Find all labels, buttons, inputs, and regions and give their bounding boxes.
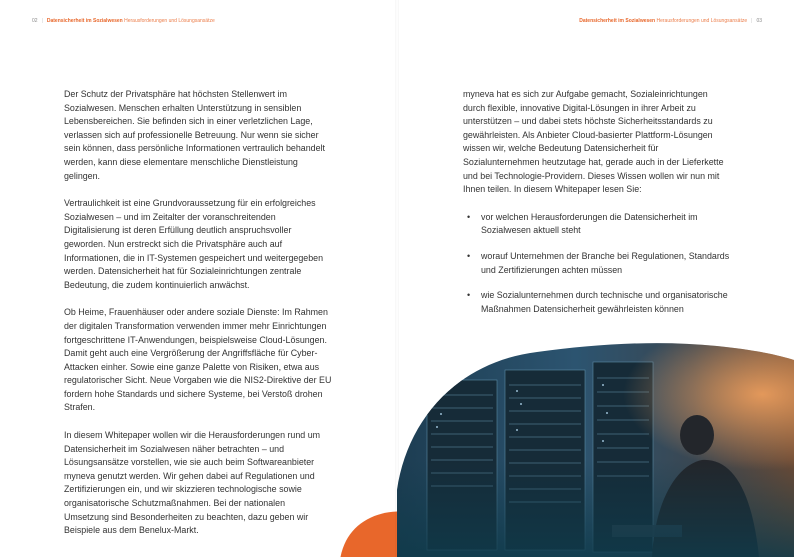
body-column-right — [463, 88, 731, 328]
header-subtitle: Herausforderungen und Lösungsansätze — [656, 18, 748, 24]
bullet-icon: • — [467, 290, 471, 301]
paragraph: In diesem Whitepaper wollen wir die Herausforderungen rund um Datensicherheit im Sozialwesen näher betrachten – und Lösungsansätze vorstellen, wie sie auch beim Softwareanbieter myneva genutzt werden. Wir gehen dabei auf Regulationen und Zertifizierungen ein, und wir skizzieren technologische sowie organisatorische Schutzmaßnahmen. Bei der nationalen Umsetzung sind Besonderheiten zu beachten, dazu geben wir Beispiele aus dem Benelux-Markt. — [64, 430, 321, 536]
paragraph: Ob Heime, Frauenhäuser oder andere soziale Dienste: Im Rahmen der digitalen Transformation verwenden immer mehr Einrichtungen fortgeschrittene IT-Anwendungen, beispielsweise Cloud-Lösungen. Damit geht auch eine Vergrößerung der Angriffsfläche für Cyber-Attacken einher. Sowie eine ganze Palette von Risiken, etwa aus regulatorischer Sicht. Neue Vorgaben wie die NIS2-Direktive der EU fordern hohe Standards und sichere Systeme, bei Verstoß drohen Strafen. — [64, 307, 332, 413]
paragraph: Vertraulichkeit ist eine Grundvoraussetzung für ein erfolgreiches Sozialwesen – und im Zeitalter der voranschreitenden Digitalisierung ist deren Erfüllung deutlich anspruchsvoller geworden. Nun erstreckt sich die Privatsphäre auch auf Informationen, die in IT-Systemen gespeichert und weitergegeben werden. Datensicherheit hat für Sozialeinrichtungen zentrale Bedeutung, die zudem kontinuierlich anwächst. — [64, 198, 324, 290]
page-number: 02 — [32, 18, 38, 24]
list-item: • worauf Unternehmen der Branche bei Regulationen, Standards und Zertifizierungen achten müssen — [467, 250, 730, 275]
bullet-list — [463, 211, 731, 317]
page-header-right: Datensicherheit im Sozialwesen Herausforderungen und Lösungsansätze | 03 — [579, 18, 762, 24]
header-brand: Datensicherheit im Sozialwesen — [579, 18, 656, 24]
server-room-photo — [397, 340, 794, 557]
bullet-icon: • — [467, 211, 471, 222]
list-item: • vor welchen Herausforderungen die Datensicherheit im Sozialwesen aktuell steht — [467, 211, 698, 236]
paragraph: Der Schutz der Privatsphäre hat höchsten Stellenwert im Sozialwesen. Menschen erhalten Unterstützung in sensiblen Lebensbereichen. Sie befinden sich in einer verletzlichen Lage, verlassen sich auf professionelle Betreuung. Nur wenn sie sicher sein können, dass persönliche Informationen vertraulich behandelt werden, kann diese elementare menschliche Dienstleistung gelingen. — [64, 89, 325, 181]
intro-paragraph: myneva hat es sich zur Aufgabe gemacht, Sozialeinrichtungen durch flexible, innovative Digital-Lösungen in ihrer Arbeit zu unterstützen – und dabei stets höchste Sicherheitsstandards zu gewährleisten. Als Anbieter Cloud-basierter Plattform-Lösungen wissen wir, welche Bedeutung Datensicherheit für Sozialunternehmen heutzutage hat, gerade auch in der Lieferkette und bei Technologie-Providern. Dieses Wissen wollen wir nun mit Ihnen teilen. In diesem Whitepaper lesen Sie: — [463, 89, 724, 195]
page-number: 03 — [756, 18, 762, 24]
page-header-left: 02 | Datensicherheit im Sozialwesen Herausforderungen und Lösungsansätze — [32, 18, 215, 24]
body-column-left — [64, 88, 332, 552]
right-page — [397, 0, 794, 557]
header-subtitle: Herausforderungen und Lösungsansätze — [124, 18, 215, 24]
header-brand: Datensicherheit im Sozialwesen — [46, 18, 123, 24]
list-item: • wie Sozialunternehmen durch technische und organisatorische Maßnahmen Datensicherheit gewährleisten können — [467, 290, 728, 314]
orange-decorative-shape — [330, 470, 397, 557]
bullet-icon: • — [467, 250, 471, 261]
